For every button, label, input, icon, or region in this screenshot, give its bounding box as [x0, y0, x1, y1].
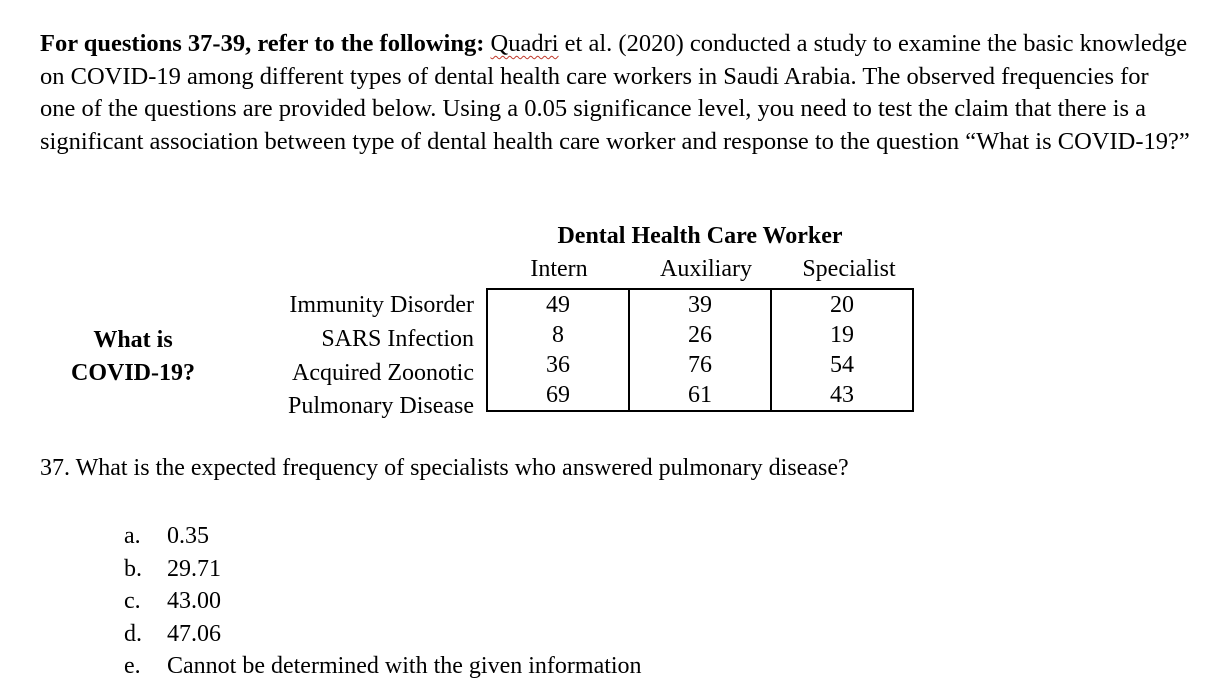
- choice-text: 29.71: [167, 555, 221, 582]
- row-label-pulmonary-disease: Pulmonary Disease: [288, 393, 474, 419]
- table-cell: 19: [771, 320, 913, 350]
- table-cell: 54: [771, 350, 913, 380]
- frequency-table: [486, 288, 914, 412]
- intro-author: Quadri: [490, 30, 559, 57]
- choice-b[interactable]: [124, 553, 642, 586]
- intro-paragraph: [40, 28, 1190, 158]
- side-label-line2: COVID-19?: [71, 360, 195, 386]
- table-heading: Dental Health Care Worker: [557, 223, 843, 249]
- row-label-sars-infection: SARS Infection: [321, 326, 474, 352]
- column-header-specialist: Specialist: [802, 256, 896, 282]
- table-cell: 36: [487, 350, 629, 380]
- row-label-immunity-disorder: Immunity Disorder: [289, 292, 474, 318]
- choice-text: 43.00: [167, 588, 221, 614]
- table-cell: 20: [771, 289, 913, 320]
- answer-choices: [124, 520, 642, 683]
- choice-letter: d.: [124, 620, 142, 647]
- table-cell: 26: [629, 320, 771, 350]
- choice-letter: c.: [124, 588, 141, 614]
- intro-bold-lead: For questions 37-39, refer to the following:: [40, 30, 485, 57]
- table-cell: 39: [629, 289, 771, 320]
- table-cell: 49: [487, 289, 629, 320]
- side-label-line1: What is: [93, 327, 173, 353]
- table-cell: 76: [629, 350, 771, 380]
- column-header-auxiliary: Auxiliary: [660, 256, 752, 282]
- table-cell: 61: [629, 380, 771, 411]
- table-row: [487, 350, 913, 380]
- row-label-acquired-zoonotic: Acquired Zoonotic: [292, 360, 474, 386]
- choice-d[interactable]: [124, 618, 642, 651]
- choice-letter: b.: [124, 555, 142, 582]
- question-text: 37. What is the expected frequency of specialists who answered pulmonary disease?: [40, 455, 849, 481]
- choice-c[interactable]: [124, 585, 642, 618]
- choice-text: Cannot be determined with the given information: [167, 653, 642, 679]
- table-cell: 69: [487, 380, 629, 411]
- table-row: [487, 320, 913, 350]
- choice-letter: e.: [124, 653, 141, 679]
- choice-text: 0.35: [167, 523, 209, 549]
- table-cell: 43: [771, 380, 913, 411]
- column-header-intern: Intern: [530, 256, 588, 282]
- table-row: [487, 289, 913, 320]
- choice-e[interactable]: [124, 650, 642, 683]
- choice-letter: a.: [124, 523, 141, 549]
- table-row: [487, 380, 913, 411]
- choice-text: 47.06: [167, 620, 221, 647]
- choice-a[interactable]: [124, 520, 642, 553]
- intro-body: et al. (2020) conducted a study to examine the basic knowledge on COVID-19 among different types of dental health care workers in Saudi Arabia. The observed frequencies for one of the questions are provided below. Using a 0.05 significance level, you need to test the claim that there is a significant association between type of dental health care worker and response to the question “What is COVID-19?”: [40, 30, 1190, 155]
- table-cell: 8: [487, 320, 629, 350]
